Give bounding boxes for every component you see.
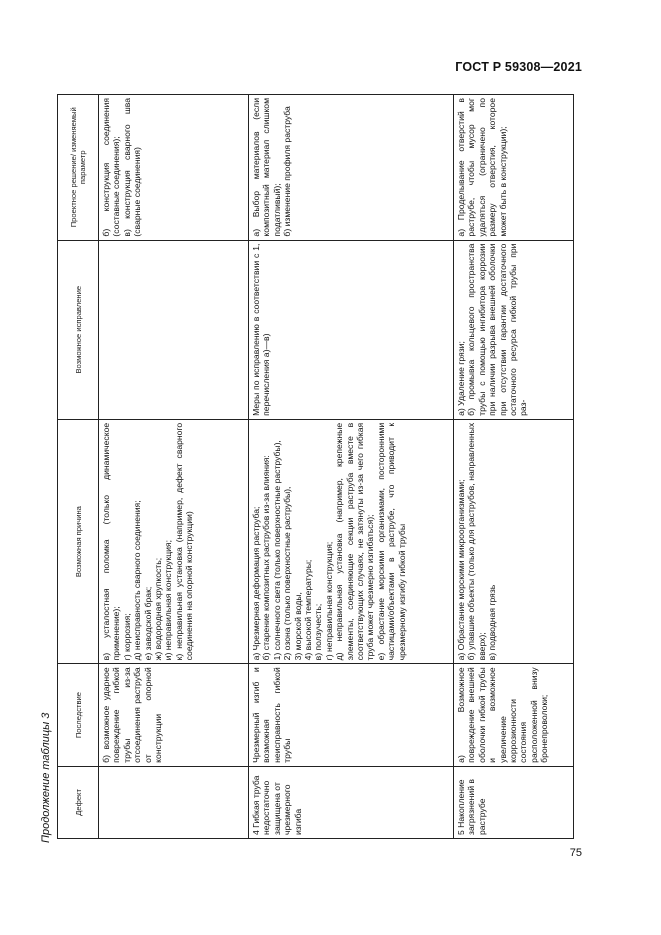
- cause-item: 3) морской воды,: [292, 592, 303, 661]
- defect-cell: 4 Гибкая труба недостаточно защищена от чрезмерного изгиба: [249, 766, 454, 838]
- design-cell: [454, 95, 574, 241]
- cause-item: г) неправильная конструкция;: [323, 541, 334, 661]
- fix-item: б) промывка кольцевого пространства трубы с помощью ингибитора коррозии при наличии разрыва внешней оболочки при отсутствии гарантии достаточного остаточного ресурса гибкой трубы при раз-: [466, 243, 529, 416]
- cause-item: 4) высокой температуры;: [303, 559, 314, 661]
- defect-cell: 5 Накопление загрязнений в раструбе: [454, 766, 574, 838]
- cause-item: в) подводная грязь: [487, 584, 498, 661]
- cause-item: к) неправильная установка (например, дефект сварного соединения на опорной конструкции): [173, 422, 195, 661]
- cause-item: в) усталостная поломка (только динамическое применение);: [101, 422, 122, 661]
- column-header: Последствие: [58, 664, 99, 766]
- cause-item: ж) водородная хрупкость;: [153, 557, 164, 661]
- cause-item: и) неправильная конструкция;: [163, 540, 174, 661]
- cause-item: б) старение композитных раструбов из-за влияния:: [261, 455, 272, 661]
- table-row: [454, 95, 574, 839]
- column-header: Возможная причина: [58, 419, 99, 664]
- column-header: Проектное решение/ изменяемый параметр: [58, 95, 99, 241]
- design-item: б) конструкция соединения (составные соединения);: [101, 98, 122, 237]
- fix-cell: [99, 240, 249, 419]
- design-item: в) конструкция сварного шва (сварные соединения): [121, 98, 143, 237]
- design-item: а) Выбор материалов (если композитный материал слишком податливый);: [251, 98, 282, 237]
- design-item: а) Проделывание отверстий в раструбе, чтобы мусор мог удаляться (ограничено по размеру отверстия, которое может быть в конструкции);: [456, 98, 508, 237]
- defect-cell: [99, 766, 249, 838]
- consequence-cell: б) возможное ударное повреждение гибкой трубы из-за отсоединения раструба от опорной конструкции: [99, 664, 249, 766]
- design-item: б) изменение профиля раструба: [282, 106, 293, 237]
- cause-item: д) неправильная установка (например, крепежные элементы, соединяющие секции раструба вместе в соответствующих случаях, не затянуты из-за чего гибкая труба может чрезмерно изгибаться);: [334, 422, 376, 661]
- fix-item: а) Удаление грязи;: [456, 341, 466, 416]
- rotated-table-container: [57, 94, 574, 839]
- table-row: [99, 95, 249, 839]
- causes-cell: [454, 419, 574, 664]
- consequence-cell: а) Возможное повреждение внешней оболочки гибкой трубы и возможное увеличение коррозионности состояния расположенной внизу бронепроволоки;: [454, 664, 574, 766]
- page-number: 75: [569, 847, 582, 859]
- table-caption: Продолжение таблицы 3: [40, 712, 52, 843]
- cause-item: е) обрастание морскими организмами, посторонними частицами/объектами в раструбе, что приводит к чрезмерному изгибу гибкой трубы: [375, 422, 407, 661]
- cause-item: д) неисправность сварного соединения;: [132, 500, 143, 661]
- cause-item: 1) солнечного света (только поверхностные раструбы),: [271, 440, 282, 661]
- defects-table: [57, 94, 574, 839]
- table-row: [249, 95, 454, 839]
- design-cell: [249, 95, 454, 241]
- table-header-row: [58, 95, 99, 839]
- cause-item: 2) озона (только поверхностные раструбы),: [282, 486, 293, 661]
- causes-cell: [249, 419, 454, 664]
- column-header: Возможное исправление: [58, 240, 99, 419]
- cause-item: б) упавшие объекты (только для раструбов, направленных вверх);: [466, 422, 487, 661]
- column-header: Дефект: [58, 766, 99, 838]
- standard-code: ГОСТ Р 59308—2021: [455, 60, 582, 74]
- cause-item: а) Обрастание морскими микроорганизмами;: [456, 479, 466, 661]
- consequence-cell: Чрезмерный изгиб и возможная неисправность гибкой трубы: [249, 664, 454, 766]
- cause-item: в) ползучесть;: [313, 603, 324, 661]
- cause-item: е) заводской брак;: [142, 586, 153, 661]
- cause-item: г) коррозия;: [121, 613, 132, 661]
- fix-cell: [454, 240, 574, 419]
- design-cell: [99, 95, 249, 241]
- fix-cell: Меры по исправлению в соответствии с 1, перечисления а)—в): [249, 240, 454, 419]
- cause-item: а) Чрезмерная деформация раструба;: [251, 506, 261, 661]
- causes-cell: [99, 419, 249, 664]
